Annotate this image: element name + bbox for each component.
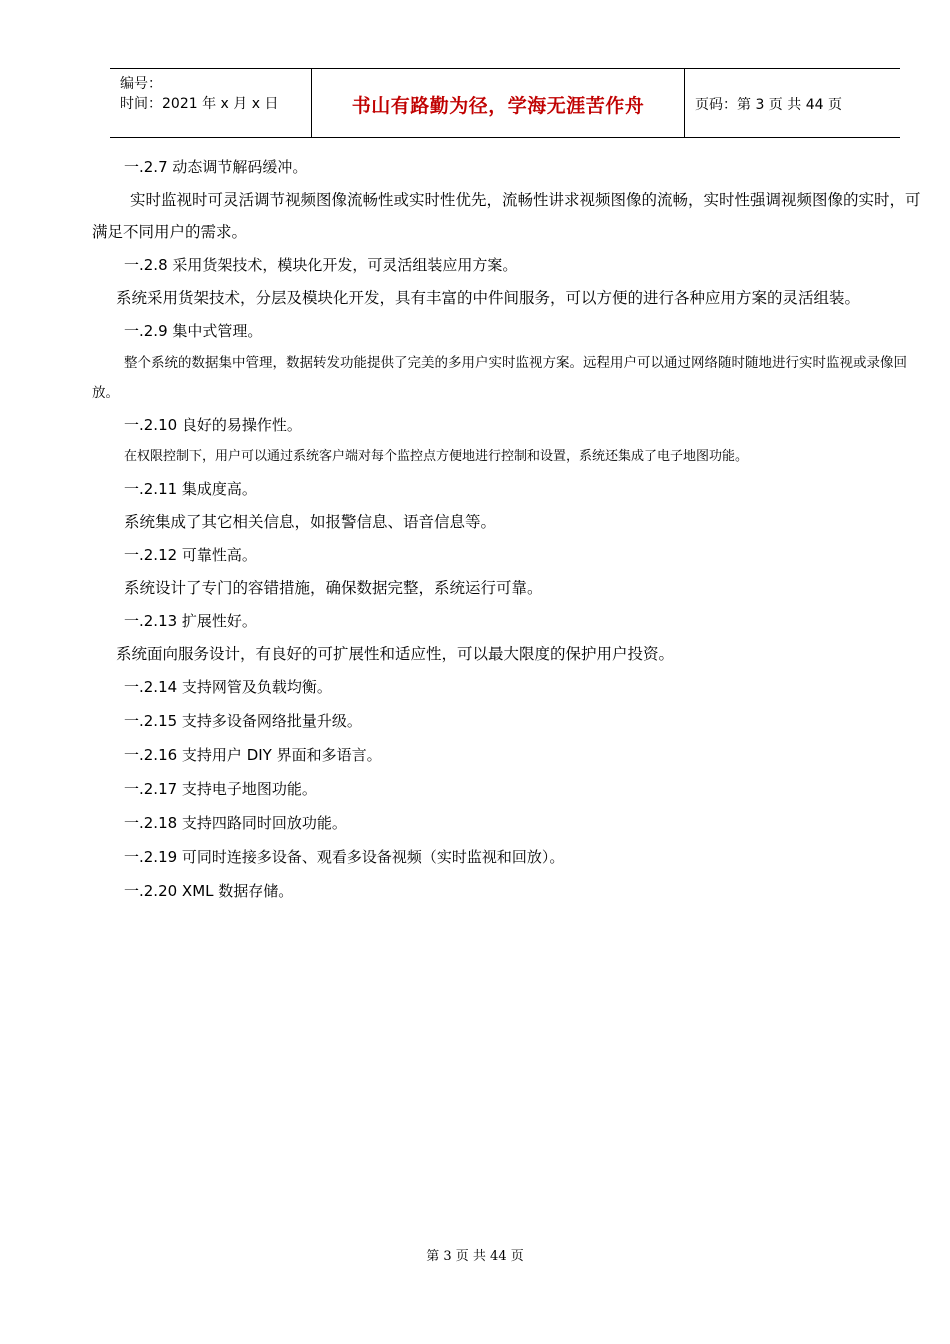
- section-heading: 一.2.19 可同时连接多设备、观看多设备视频（实时监视和回放）。: [124, 848, 565, 866]
- footer-page-number: 第 3 页 共 44 页: [426, 1249, 524, 1264]
- section-heading: 一.2.13 扩展性好。: [124, 612, 257, 630]
- section-paragraph: 系统集成了其它相关信息，如报警信息、语音信息等。: [124, 513, 497, 531]
- page-footer: [0, 1245, 950, 1264]
- document-date: 时间：2021 年 x 月 x 日: [120, 96, 279, 112]
- section-paragraph: 在权限控制下，用户可以通过系统客户端对每个监控点方便地进行控制和设置，系统还集成了电子地图功能。: [124, 449, 749, 464]
- header-page-cell: [685, 69, 900, 137]
- header-info-cell: [110, 69, 310, 137]
- section-paragraph: 系统采用货架技术，分层及模块化开发，具有丰富的中件间服务，可以方便的进行各种应用方案的灵活组装。: [116, 289, 861, 307]
- section-paragraph: 系统面向服务设计，有良好的可扩展性和适应性，可以最大限度的保护用户投资。: [116, 645, 675, 663]
- header-page-number: 页码：第 3 页 共 44 页: [695, 97, 842, 113]
- section-heading: 一.2.15 支持多设备网络批量升级。: [124, 712, 362, 730]
- section-heading: 一.2.10 良好的易操作性。: [124, 416, 302, 434]
- section-paragraph: 整个系统的数据集中管理，数据转发功能提供了完美的多用户实时监视方案。远程用户可以通过网络随时随地进行实时监视或录像回放。: [92, 355, 907, 401]
- section-heading: 一.2.16 支持用户 DIY 界面和多语言。: [124, 746, 382, 764]
- section-paragraph: 实时监视时可灵活调节视频图像流畅性或实时性优先，流畅性讲求视频图像的流畅，实时性强调视频图像的实时，可满足不同用户的需求。: [92, 191, 921, 241]
- document-body: [92, 150, 922, 908]
- section-heading: 一.2.11 集成度高。: [124, 480, 257, 498]
- document-number: 编号：: [120, 76, 162, 92]
- section-heading: 一.2.12 可靠性高。: [124, 546, 257, 564]
- section-heading: 一.2.8 采用货架技术，模块化开发，可灵活组装应用方案。: [124, 256, 518, 274]
- section-heading: 一.2.17 支持电子地图功能。: [124, 780, 317, 798]
- section-heading: 一.2.20 XML 数据存储。: [124, 882, 294, 900]
- section-paragraph: 系统设计了专门的容错措施，确保数据完整，系统运行可靠。: [124, 579, 543, 597]
- header-motto-cell: [311, 69, 685, 137]
- section-heading: 一.2.18 支持四路同时回放功能。: [124, 814, 347, 832]
- section-heading: 一.2.7 动态调节解码缓冲。: [124, 158, 308, 176]
- motto-text: 书山有路勤为径，学海无涯苦作舟: [351, 95, 645, 117]
- section-heading: 一.2.14 支持网管及负载均衡。: [124, 678, 332, 696]
- document-header: [110, 68, 900, 138]
- section-heading: 一.2.9 集中式管理。: [124, 322, 263, 340]
